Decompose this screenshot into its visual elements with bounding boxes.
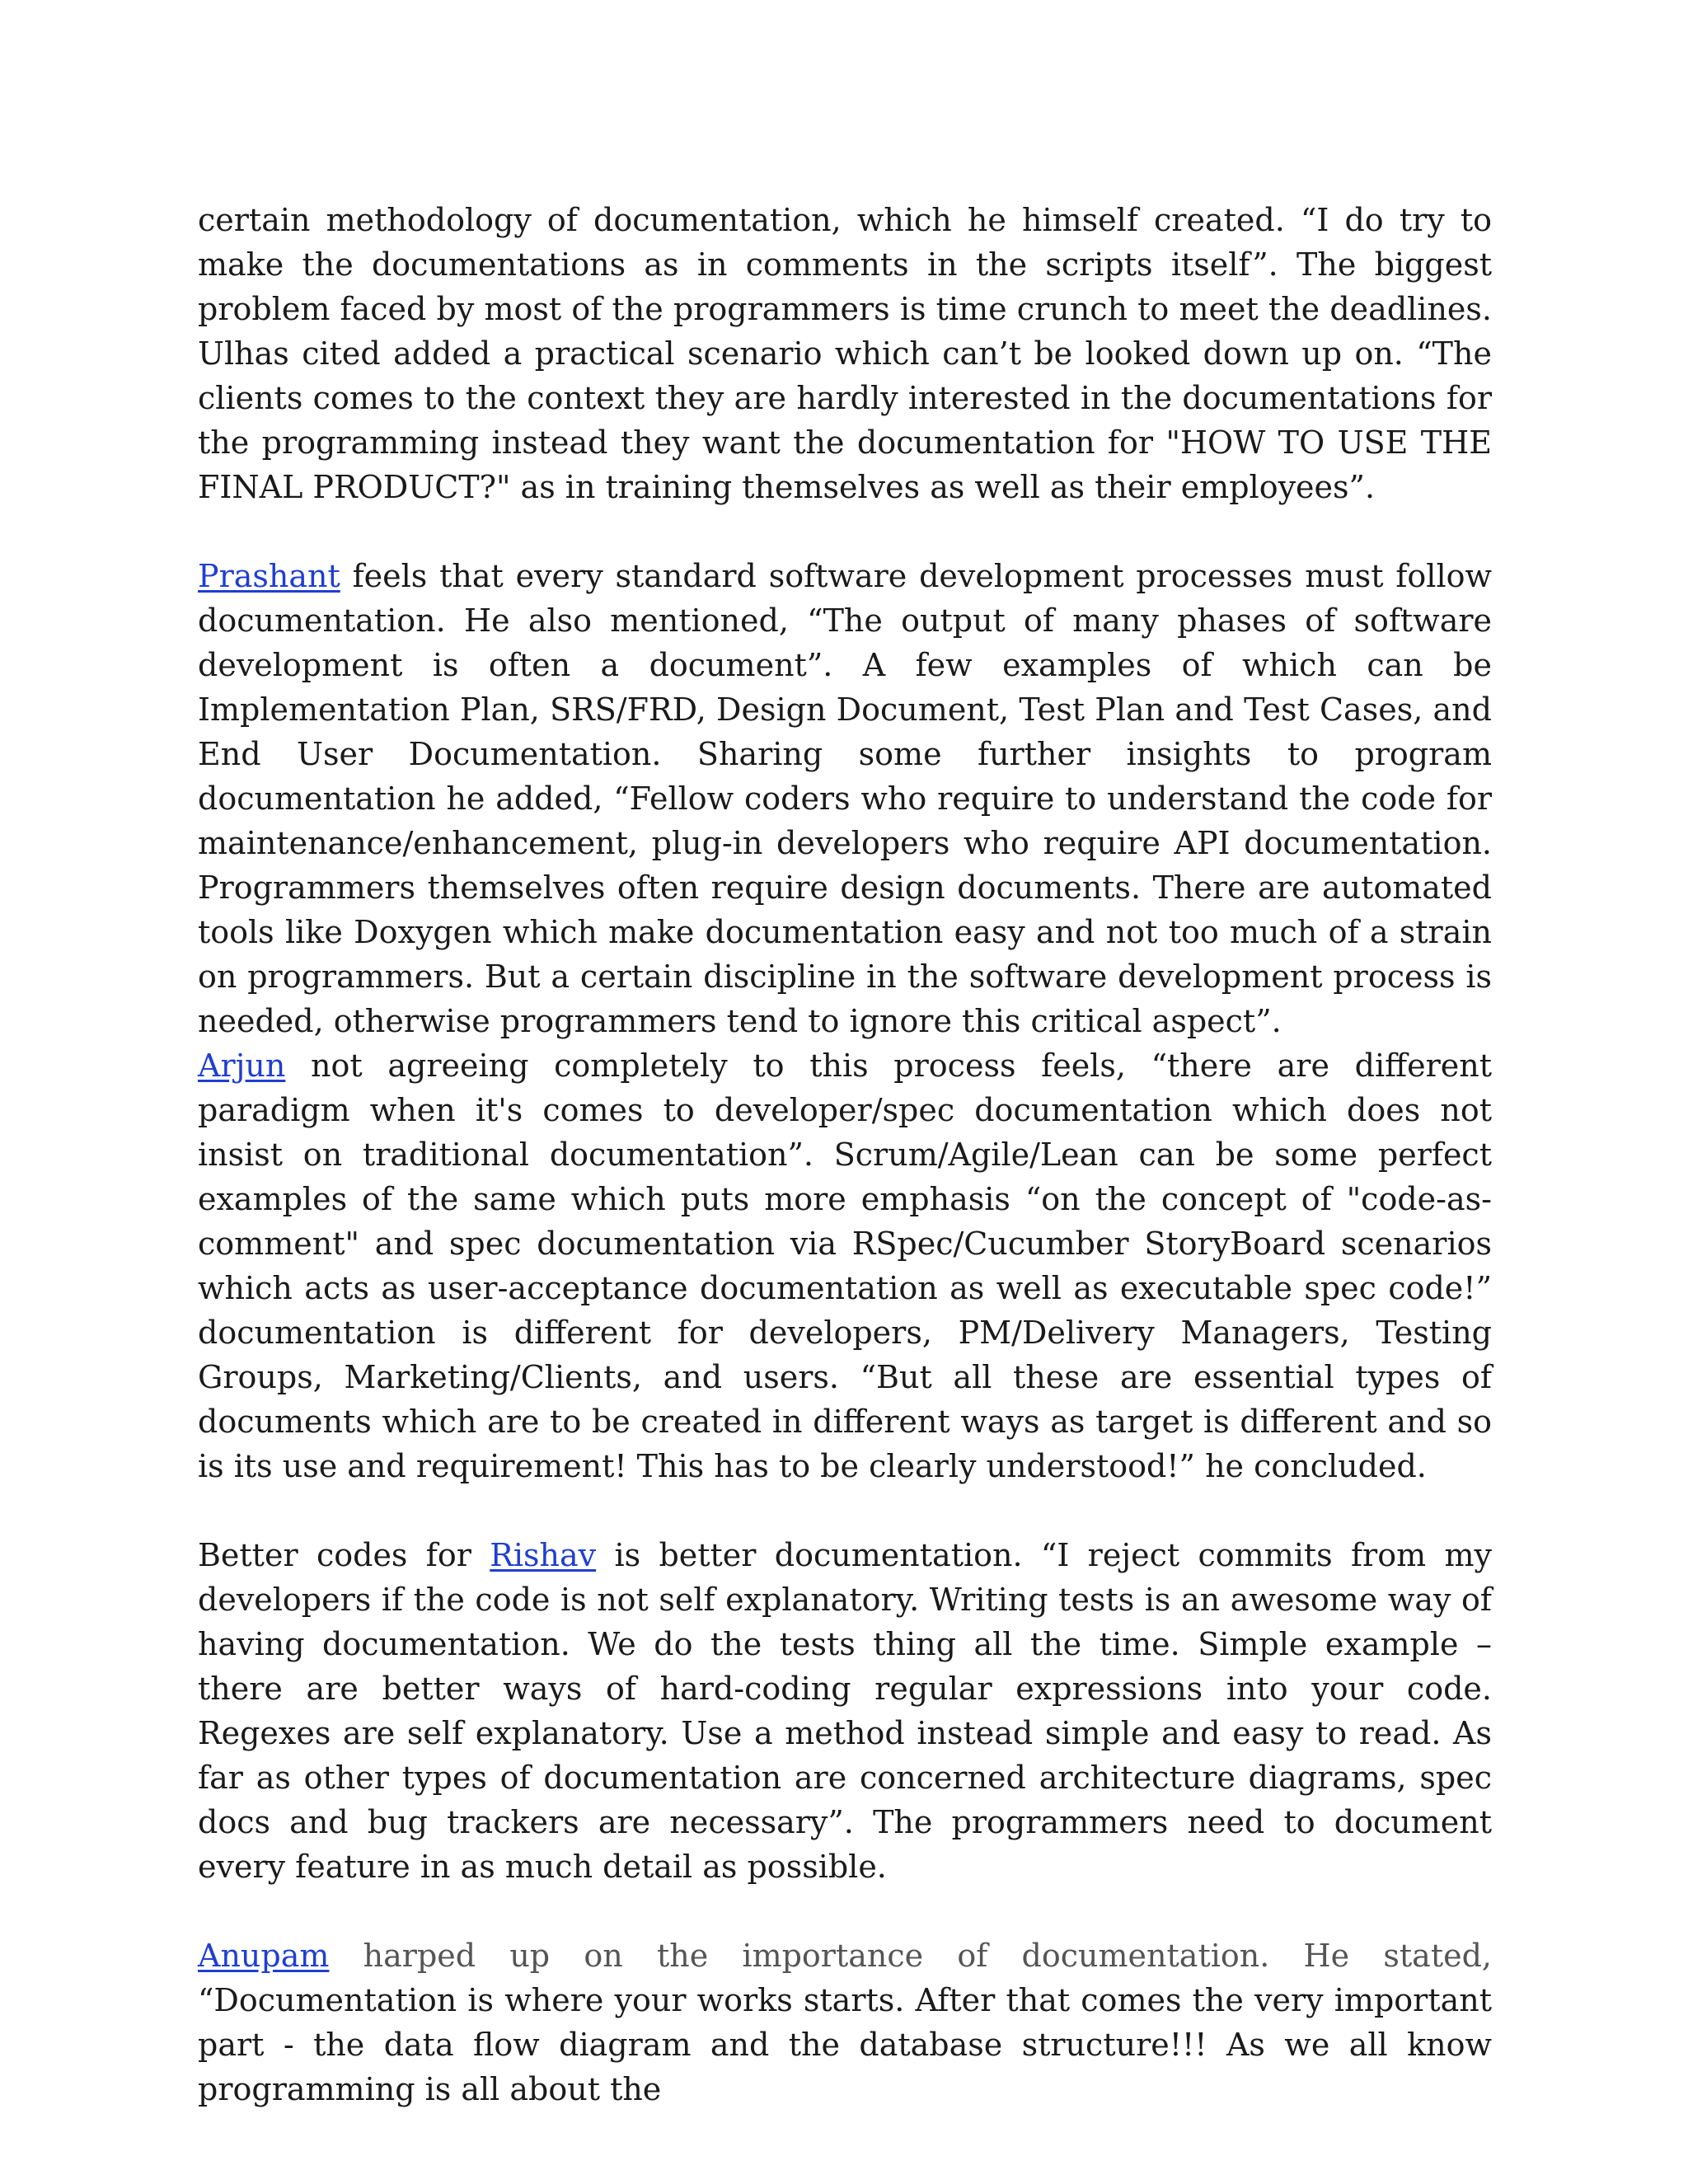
- paragraph-text: not agreeing completely to this process feels, “there are different paradigm when it's comes to developer/spec documentation which does not insist on traditional documentation”. Scrum/Agile/Lean can be some perfect examples of the same which puts more emphasis “on the concept of "code-as-comment" and spec documentation via RSpec/Cucumber StoryBoard scenarios which acts as user-acceptance documentation as well as executable spec code!” documentation is different for developers, PM/Delivery Managers, Testing Groups, Marketing/Clients, and users. “But all these are essential types of documents which are to be created in different ways as target is different and so is its use and requirement! This has to be clearly understood!” he concluded.: [198, 1047, 1492, 1484]
- paragraph-text-muted: harped up on the importance of documentation. He stated,: [329, 1938, 1492, 1974]
- document-body: [198, 198, 1492, 2111]
- paragraph-arjun: [198, 1043, 1492, 1488]
- paragraph-text: is better documentation. “I reject commits from my developers if the code is not self explanatory. Writing tests is an awesome way of having documentation. We do the tests thing all the time. Simple example – there are better ways of hard-coding regular expressions into your code. Regexes are self explanatory. Use a method instead simple and easy to read. As far as other types of documentation are concerned architecture diagrams, spec docs and bug trackers are necessary”. The programmers need to document every feature in as much detail as possible.: [198, 1537, 1492, 1885]
- link-arjun[interactable]: Arjun: [198, 1047, 286, 1084]
- link-rishav[interactable]: Rishav: [490, 1537, 597, 1573]
- link-anupam[interactable]: Anupam: [198, 1938, 330, 1974]
- paragraph-text: “Documentation is where your works starts. After that comes the very important part - the data flow diagram and the database structure!!! As we all know programming is all about the: [198, 1982, 1492, 2107]
- paragraph-prashant: [198, 554, 1492, 1043]
- paragraph-rishav: [198, 1533, 1492, 1889]
- paragraph-text-lead: Better codes for: [198, 1537, 490, 1573]
- paragraph-anupam: [198, 1933, 1492, 2111]
- paragraph-text: certain methodology of documentation, which he himself created. “I do try to make the documentations as in comments in the scripts itself”. The biggest problem faced by most of the programmers is time crunch to meet the deadlines. Ulhas cited added a practical scenario which can’t be looked down up on. “The clients comes to the context they are hardly interested in the documentations for the programming instead they want the documentation for "HOW TO USE THE FINAL PRODUCT?" as in training themselves as well as their employees”.: [198, 202, 1492, 505]
- paragraph-text: feels that every standard software development processes must follow documentation. He also mentioned, “The output of many phases of software development is often a document”. A few examples of which can be Implementation Plan, SRS/FRD, Design Document, Test Plan and Test Cases, and End User Documentation. Sharing some further insights to program documentation he added, “Fellow coders who require to understand the code for maintenance/enhancement, plug-in developers who require API documentation. Programmers themselves often require design documents. There are automated tools like Doxygen which make documentation easy and not too much of a strain on programmers. But a certain discipline in the software development process is needed, otherwise programmers tend to ignore this critical aspect”.: [198, 558, 1492, 1039]
- paragraph-ulhas: [198, 198, 1492, 509]
- link-prashant[interactable]: Prashant: [198, 558, 340, 594]
